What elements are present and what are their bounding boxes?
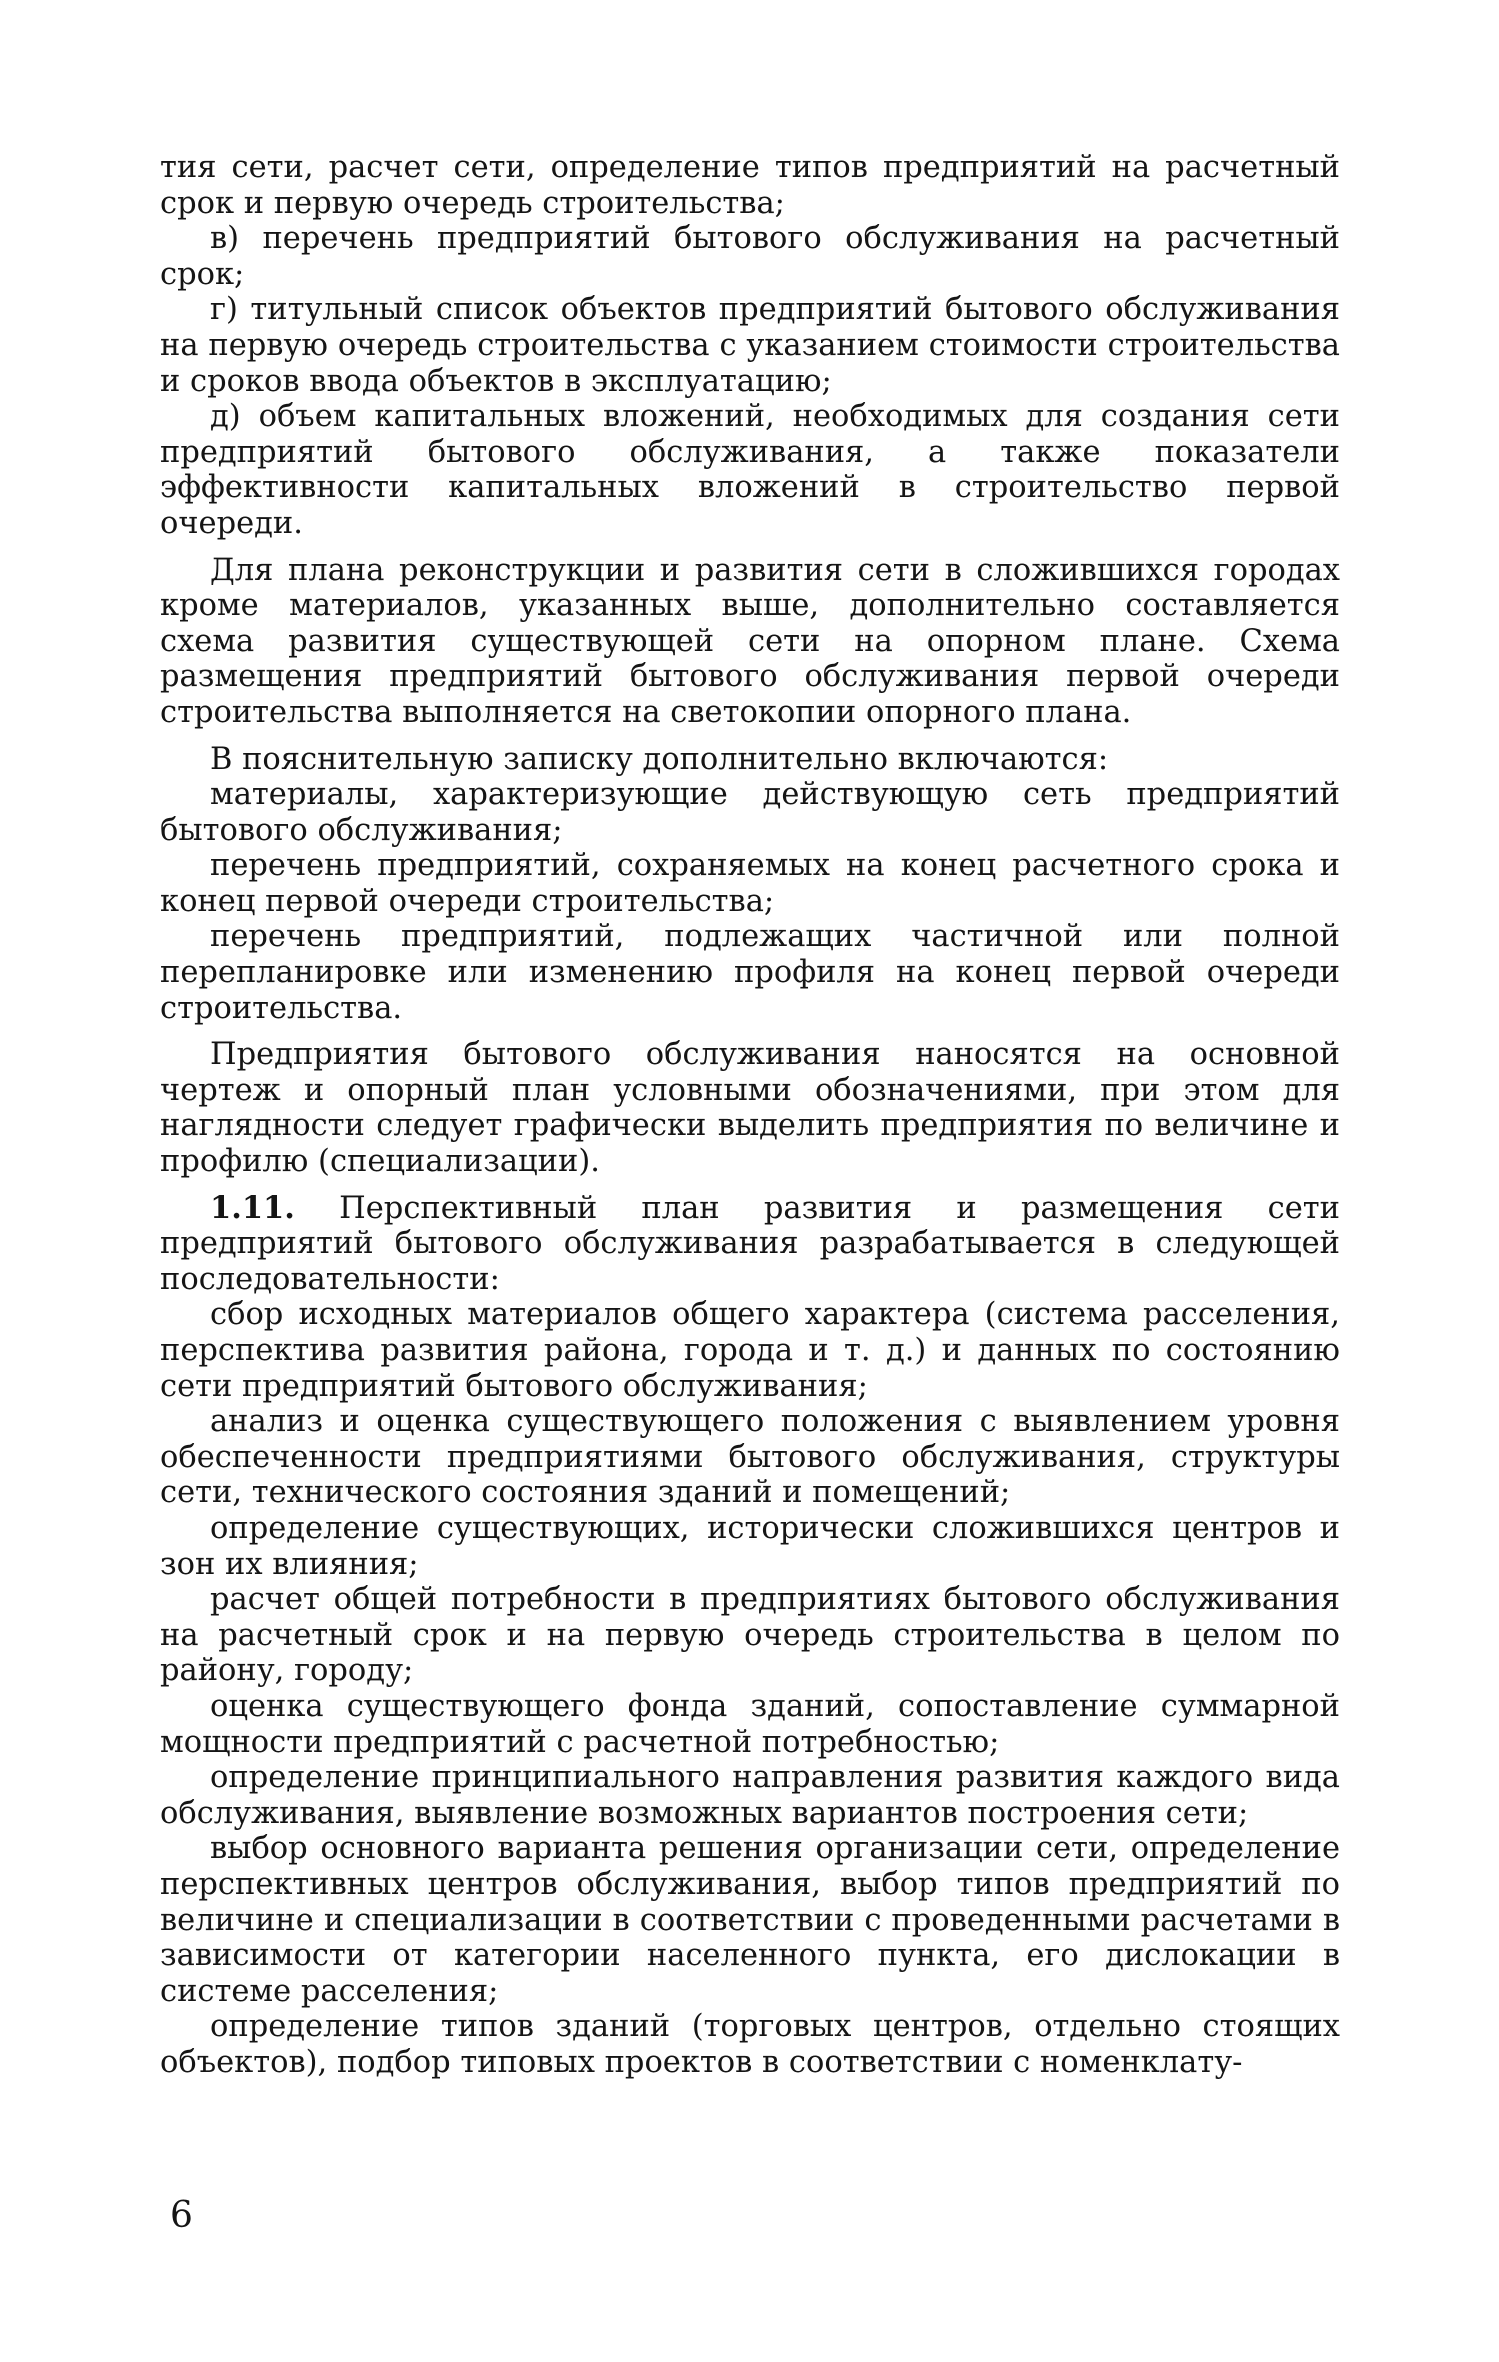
paragraph-item-d: д) объем капитальных вложений, необходимых для создания сети предприятий бытового обслуживания, а также показатели эффективности капитальных вложений в строительство первой очереди. [160, 399, 1340, 541]
section-text: Перспективный план развития и размещения сети предприятий бытового обслуживания разрабатывается в следующей последовательности: [160, 1190, 1340, 1297]
paragraph-section-1-11 [160, 1191, 1340, 1298]
paragraph-step-analysis: анализ и оценка существующего положения с выявлением уровня обеспеченности предприятиями бытового обслуживания, структуры сети, технического состояния зданий и помещений; [160, 1404, 1340, 1511]
paragraph-step-collection: сбор исходных материалов общего характера (система расселения, перспектива развития района, города и т. д.) и данных по состоянию сети предприятий бытового обслуживания; [160, 1297, 1340, 1404]
paragraph-step-centers: определение существующих, исторически сложившихся центров и зон их влияния; [160, 1510, 1340, 1582]
paragraph-list-replanning: перечень предприятий, подлежащих частичной или полной перепланировке или изменению профиля на конец первой очереди строительства. [160, 919, 1340, 1026]
document-page [160, 150, 1340, 2230]
paragraph-item-g: г) титульный список объектов предприятий бытового обслуживания на первую очередь строительства с указанием стоимости строительства и сроков ввода объектов в эксплуатацию; [160, 292, 1340, 399]
paragraph-step-calculation: расчет общей потребности в предприятиях бытового обслуживания на расчетный срок и на первую очередь строительства в целом по району, городу; [160, 1582, 1340, 1689]
paragraph-step-direction: определение принципиального направления развития каждого вида обслуживания, выявление возможных вариантов построения сети; [160, 1760, 1340, 1831]
paragraph-step-selection: выбор основного варианта решения организации сети, определение перспективных центров обслуживания, выбор типов предприятий по величине и специализации в соответствии с проведенными расчетами в зависимости от категории населенного пункта, его дислокации в системе расселения; [160, 1831, 1340, 2009]
paragraph-step-assessment: оценка существующего фонда зданий, сопоставление суммарной мощности предприятий с расчетной потребностью; [160, 1688, 1340, 1760]
page-number: 6 [170, 2195, 193, 2236]
paragraph-materials: материалы, характеризующие действующую сеть предприятий бытового обслуживания; [160, 777, 1340, 848]
paragraph-item-v: в) перечень предприятий бытового обслуживания на расчетный срок; [160, 221, 1340, 292]
paragraph-reconstruction: Для плана реконструкции и развития сети в сложившихся городах кроме материалов, указанных выше, дополнительно составляется схема развития существующей сети на опорном плане. Схема размещения предприятий бытового обслуживания первой очереди строительства выполняется на светокопии опорного плана. [160, 552, 1340, 730]
paragraph-list-preserved: перечень предприятий, сохраняемых на конец расчетного срока и конец первой очереди строительства; [160, 848, 1340, 919]
paragraph-drawing: Предприятия бытового обслуживания наносятся на основной чертеж и опорный план условными обозначениями, при этом для наглядности следует графически выделить предприятия по величине и профилю (специализации). [160, 1037, 1340, 1180]
section-number: 1.11. [210, 1189, 295, 1226]
paragraph-explanatory-note: В пояснительную записку дополнительно включаются: [210, 741, 1109, 777]
paragraph-step-building-types: определение типов зданий (торговых центров, отдельно стоящих объектов), подбор типовых проектов в соответствии с номенклату- [160, 2009, 1340, 2080]
paragraph-continuation: тия сети, расчет сети, определение типов предприятий на расчетный срок и первую очередь строительства; [160, 150, 1340, 221]
